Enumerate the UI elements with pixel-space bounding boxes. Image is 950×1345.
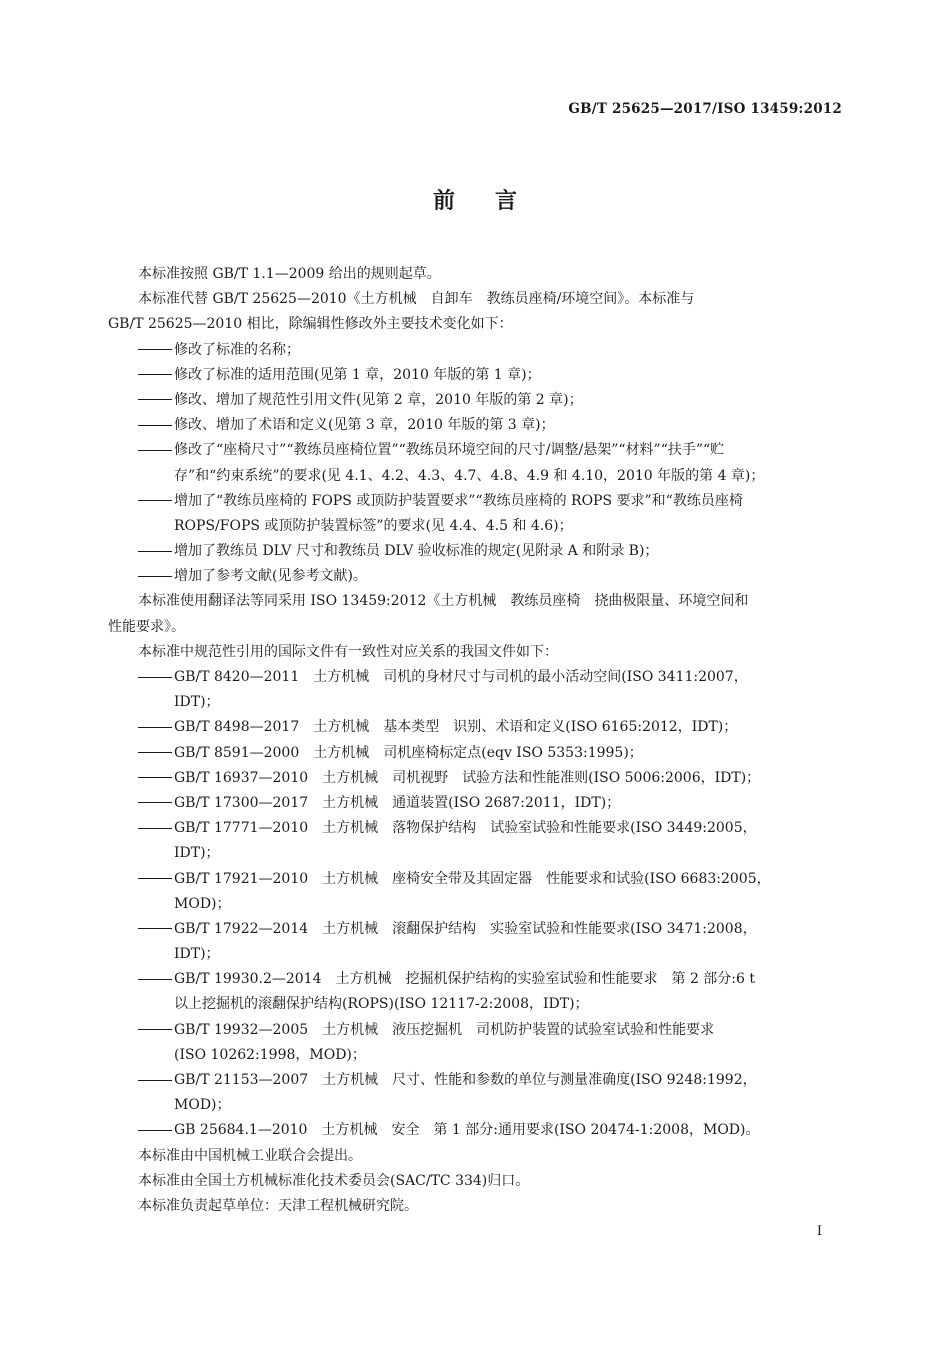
em-dash-marker (138, 1068, 174, 1093)
paragraph-line (108, 464, 844, 489)
paragraph-line (108, 892, 844, 917)
line-text: IDT)； (174, 694, 220, 711)
line-text: 本标准中规范性引用的国际文件有一致性对应关系的我国文件如下： (138, 643, 558, 660)
line-text: IDT)； (174, 845, 220, 862)
paragraph-line (108, 841, 844, 866)
list-item (108, 539, 844, 564)
line-text: GB/T 8420—2011 土方机械 司机的身材尺寸与司机的最小活动空间(ISO 3411:2007， (174, 669, 748, 685)
line-text: GB/T 17921—2010 土方机械 座椅安全带及其固定器 性能要求和试验(ISO 6683:2005， (174, 870, 771, 887)
line-text: GB/T 17300—2017 土方机械 通道装置(ISO 2687:2011，IDT)； (174, 794, 621, 811)
em-dash-marker (138, 766, 174, 791)
em-dash-marker (138, 1118, 174, 1143)
paragraph-line (108, 312, 844, 337)
line-text: 本标准由中国机械工业联合会提出。 (138, 1147, 362, 1164)
list-item (108, 388, 844, 413)
line-text: 修改、增加了规范性引用文件(见第 2 章，2010 年版的第 2 章)； (174, 391, 583, 408)
line-text: 修改了标准的名称； (174, 341, 300, 358)
line-text: GB/T 25625—2010 相比，除编辑性修改外主要技术变化如下： (108, 316, 513, 333)
em-dash-marker (138, 338, 174, 363)
list-item (108, 917, 844, 942)
list-item (108, 1068, 844, 1093)
em-dash-marker (138, 539, 174, 564)
line-text: 性能要求》。 (108, 618, 185, 635)
paragraph-line (108, 1194, 844, 1219)
list-item (108, 791, 844, 816)
em-dash-marker (138, 388, 174, 413)
line-text: 增加了“教练员座椅的 FOPS 或顶防护装置要求”“教练员座椅的 ROPS 要求”和“教练员座椅 (174, 492, 743, 509)
standard-number-header: GB/T 25625—2017/ISO 13459:2012 (568, 101, 842, 117)
page-number: I (816, 1224, 822, 1239)
em-dash-marker (138, 363, 174, 388)
em-dash-marker (138, 867, 174, 892)
line-text: 本标准代替 GB/T 25625—2010《土方机械 自卸车 教练员座椅/环境空间》。本标准与 (138, 291, 695, 308)
paragraph-line (108, 1169, 844, 1194)
line-text: 存”和“约束系统”的要求(见 4.1、4.2、4.3、4.7、4.8、4.9 和 4.10，2010 年版的第 4 章)； (174, 467, 765, 484)
list-item (108, 715, 844, 740)
paragraph-line (108, 287, 844, 312)
em-dash-marker (138, 564, 174, 589)
line-text: 本标准负责起草单位：天津工程机械研究院。 (138, 1197, 418, 1214)
em-dash-marker (138, 489, 174, 514)
line-text: 修改、增加了术语和定义(见第 3 章，2010 年版的第 3 章)； (174, 417, 555, 434)
line-text: MOD)； (174, 895, 231, 912)
paragraph-line (108, 640, 844, 665)
em-dash-marker (138, 967, 174, 992)
list-item (108, 665, 844, 690)
paragraph-line (108, 690, 844, 715)
list-item (108, 967, 844, 992)
line-text: GB/T 19932—2005 土方机械 液压挖掘机 司机防护装置的试验室试验和性能要求 (174, 1021, 715, 1038)
line-text: 本标准使用翻译法等同采用 ISO 13459:2012《土方机械 教练员座椅 挠曲极限量、环境空间和 (138, 593, 749, 610)
em-dash-marker (138, 791, 174, 816)
em-dash-marker (138, 413, 174, 438)
line-text: GB/T 17922—2014 土方机械 滚翻保护结构 实验室试验和性能要求(ISO 3471:2008， (174, 920, 757, 937)
line-text: GB/T 8498—2017 土方机械 基本类型 识别、术语和定义(ISO 6165:2012，IDT)； (174, 719, 738, 736)
em-dash-marker (138, 816, 174, 841)
list-item (108, 867, 844, 892)
line-text: 本标准按照 GB/T 1.1—2009 给出的规则起草。 (138, 266, 441, 282)
line-text: GB/T 8591—2000 土方机械 司机座椅标定点(eqv ISO 5353:1995)； (174, 744, 643, 761)
line-text: (ISO 10262:1998，MOD)； (174, 1046, 366, 1063)
em-dash-marker (138, 917, 174, 942)
list-item (108, 766, 844, 791)
line-text: GB/T 17771—2010 土方机械 落物保护结构 试验室试验和性能要求(ISO 3449:2005， (174, 820, 757, 837)
line-text: 以上挖掘机的滚翻保护结构(ROPS)(ISO 12117-2:2008，IDT)； (174, 996, 589, 1013)
foreword-body (108, 262, 844, 1219)
list-item (108, 1118, 844, 1143)
paragraph-line (108, 262, 844, 287)
line-text: IDT)； (174, 946, 220, 963)
em-dash-marker (138, 741, 174, 766)
list-item (108, 413, 844, 438)
paragraph-line (108, 589, 844, 614)
line-text: GB/T 19930.2—2014 土方机械 挖掘机保护结构的实验室试验和性能要求 第 2 部分:6 t (174, 971, 756, 988)
list-item (108, 1018, 844, 1043)
paragraph-line (108, 992, 844, 1017)
paragraph-line (108, 1093, 844, 1118)
list-item (108, 338, 844, 363)
list-item (108, 741, 844, 766)
list-item (108, 438, 844, 463)
paragraph-line (108, 1144, 844, 1169)
em-dash-marker (138, 438, 174, 463)
list-item (108, 816, 844, 841)
page-title: 前言 (432, 188, 557, 214)
line-text: MOD)； (174, 1097, 231, 1114)
line-text: GB/T 16937—2010 土方机械 司机视野 试验方法和性能准则(ISO 5006:2006，IDT)； (174, 769, 761, 786)
paragraph-line (108, 514, 844, 539)
em-dash-marker (138, 665, 174, 690)
em-dash-marker (138, 715, 174, 740)
line-text: GB/T 21153—2007 土方机械 尺寸、性能和参数的单位与测量准确度(ISO 9248:1992， (174, 1072, 757, 1088)
line-text: 增加了教练员 DLV 尺寸和教练员 DLV 验收标准的规定(见附录 A 和附录 B)； (174, 543, 659, 560)
line-text: ROPS/FOPS 或顶防护装置标签”的要求(见 4.4、4.5 和 4.6)； (174, 517, 573, 534)
paragraph-line (108, 1043, 844, 1068)
line-text: 修改了标准的适用范围(见第 1 章，2010 年版的第 1 章)； (174, 366, 541, 383)
paragraph-line (108, 615, 844, 640)
line-text: 修改了“座椅尺寸”“教练员座椅位置”“教练员环境空间的尺寸/调整/悬架”“材料”“扶手”“贮 (174, 442, 725, 459)
line-text: 本标准由全国土方机械标准化技术委员会(SAC/TC 334)归口。 (138, 1172, 530, 1189)
paragraph-line (108, 942, 844, 967)
em-dash-marker (138, 1018, 174, 1043)
line-text: GB 25684.1—2010 土方机械 安全 第 1 部分:通用要求(ISO 20474-1:2008，MOD)。 (174, 1122, 760, 1139)
list-item (108, 489, 844, 514)
list-item (108, 363, 844, 388)
line-text: 增加了参考文献(见参考文献)。 (174, 568, 367, 585)
list-item (108, 564, 844, 589)
